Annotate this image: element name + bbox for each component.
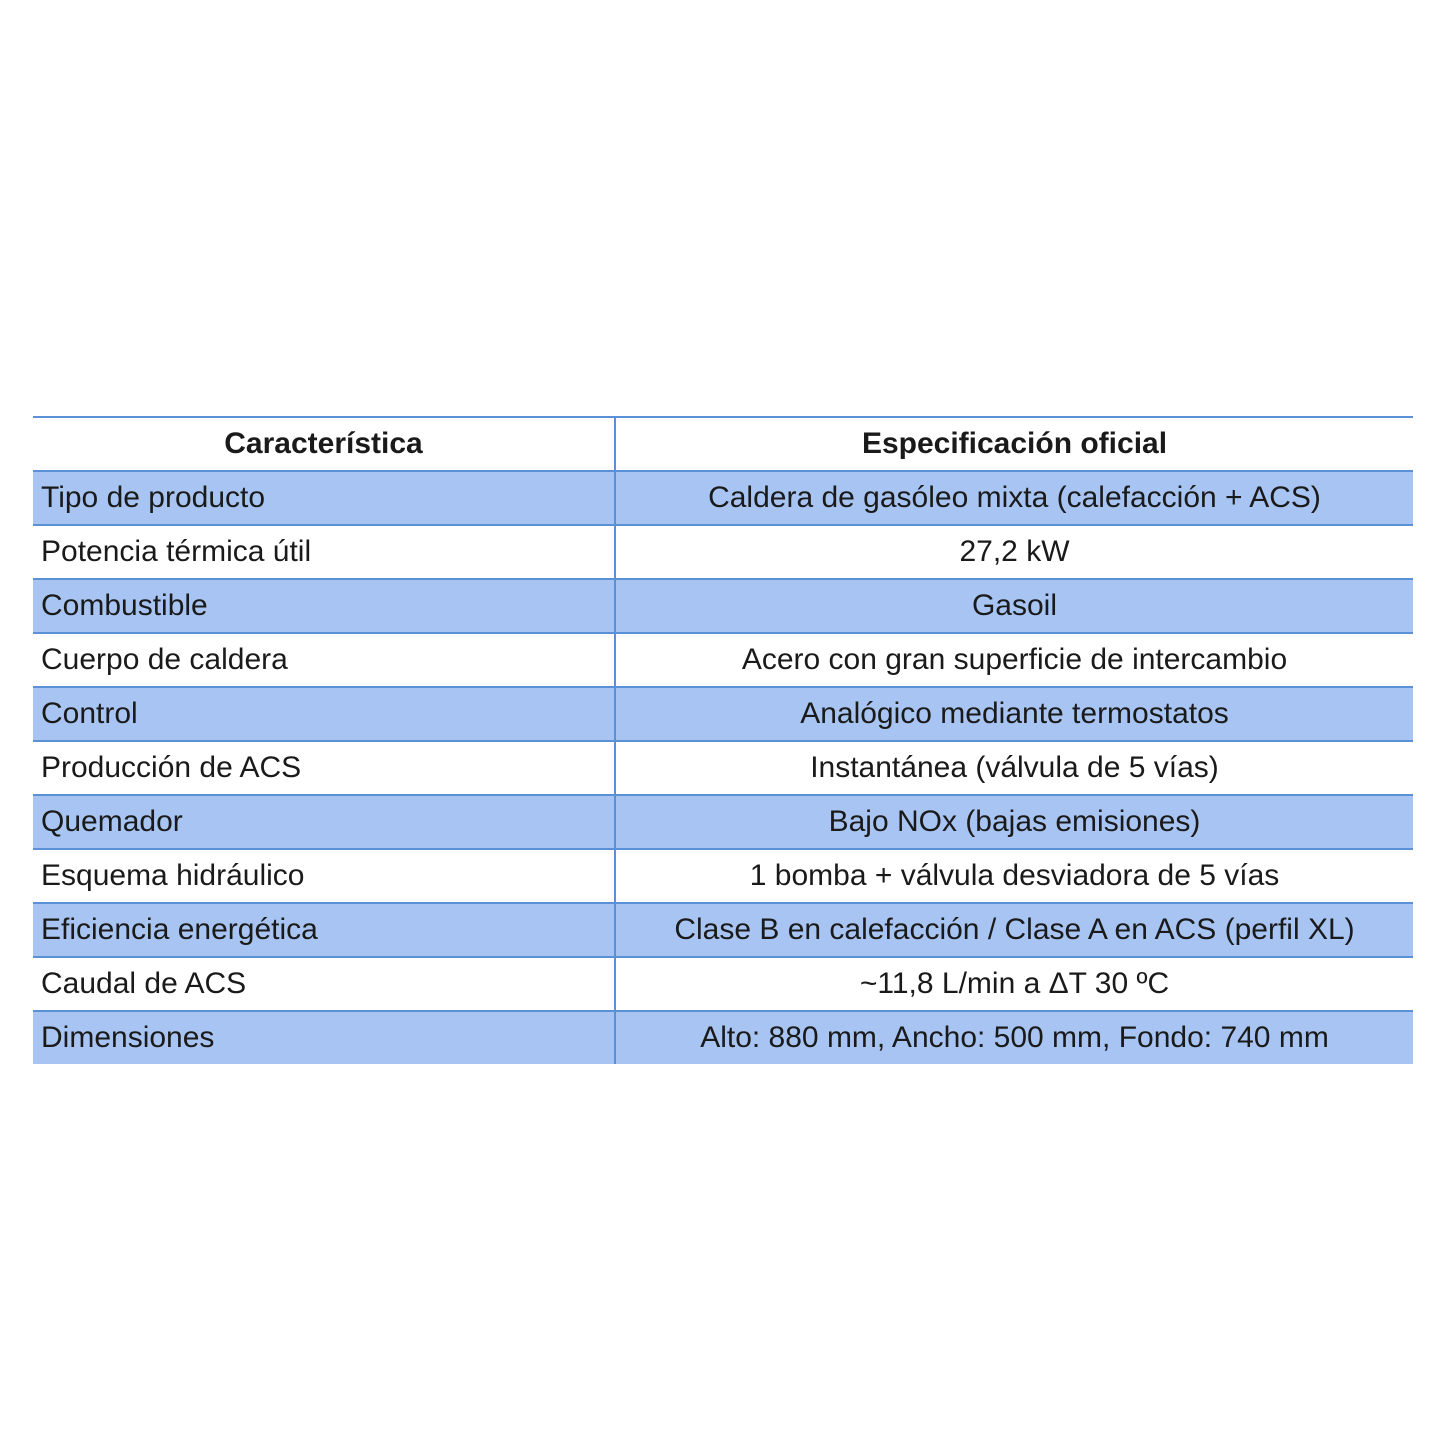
row-feature: Control: [33, 687, 615, 741]
table-row: [33, 795, 1413, 849]
table-header-row: [33, 417, 1413, 471]
row-value: Bajo NOx (bajas emisiones): [615, 795, 1413, 849]
row-feature: Esquema hidráulico: [33, 849, 615, 903]
row-value: Clase B en calefacción / Clase A en ACS (perfil XL): [615, 903, 1413, 957]
row-value: Alto: 880 mm, Ancho: 500 mm, Fondo: 740 mm: [615, 1011, 1413, 1064]
table-row: [33, 741, 1413, 795]
row-feature: Dimensiones: [33, 1011, 615, 1064]
row-value: Instantánea (válvula de 5 vías): [615, 741, 1413, 795]
row-value: 1 bomba + válvula desviadora de 5 vías: [615, 849, 1413, 903]
table-row: [33, 687, 1413, 741]
row-feature: Caudal de ACS: [33, 957, 615, 1011]
row-value: 27,2 kW: [615, 525, 1413, 579]
row-feature: Quemador: [33, 795, 615, 849]
row-value: ~11,8 L/min a ΔT 30 ºC: [615, 957, 1413, 1011]
table-row: [33, 903, 1413, 957]
table-row: [33, 1011, 1413, 1064]
table-row: [33, 849, 1413, 903]
row-value: Caldera de gasóleo mixta (calefacción + ACS): [615, 471, 1413, 525]
row-feature: Cuerpo de caldera: [33, 633, 615, 687]
table-row: [33, 579, 1413, 633]
row-value: Acero con gran superficie de intercambio: [615, 633, 1413, 687]
spec-table: [33, 416, 1413, 1064]
table-row: [33, 633, 1413, 687]
row-feature: Producción de ACS: [33, 741, 615, 795]
row-feature: Eficiencia energética: [33, 903, 615, 957]
table-row: [33, 471, 1413, 525]
table-row: [33, 525, 1413, 579]
row-feature: Tipo de producto: [33, 471, 615, 525]
row-value: Gasoil: [615, 579, 1413, 633]
row-feature: Combustible: [33, 579, 615, 633]
header-caracteristica: Característica: [33, 417, 615, 471]
table-row: [33, 957, 1413, 1011]
row-feature: Potencia térmica útil: [33, 525, 615, 579]
row-value: Analógico mediante termostatos: [615, 687, 1413, 741]
header-especificacion: Especificación oficial: [615, 417, 1413, 471]
